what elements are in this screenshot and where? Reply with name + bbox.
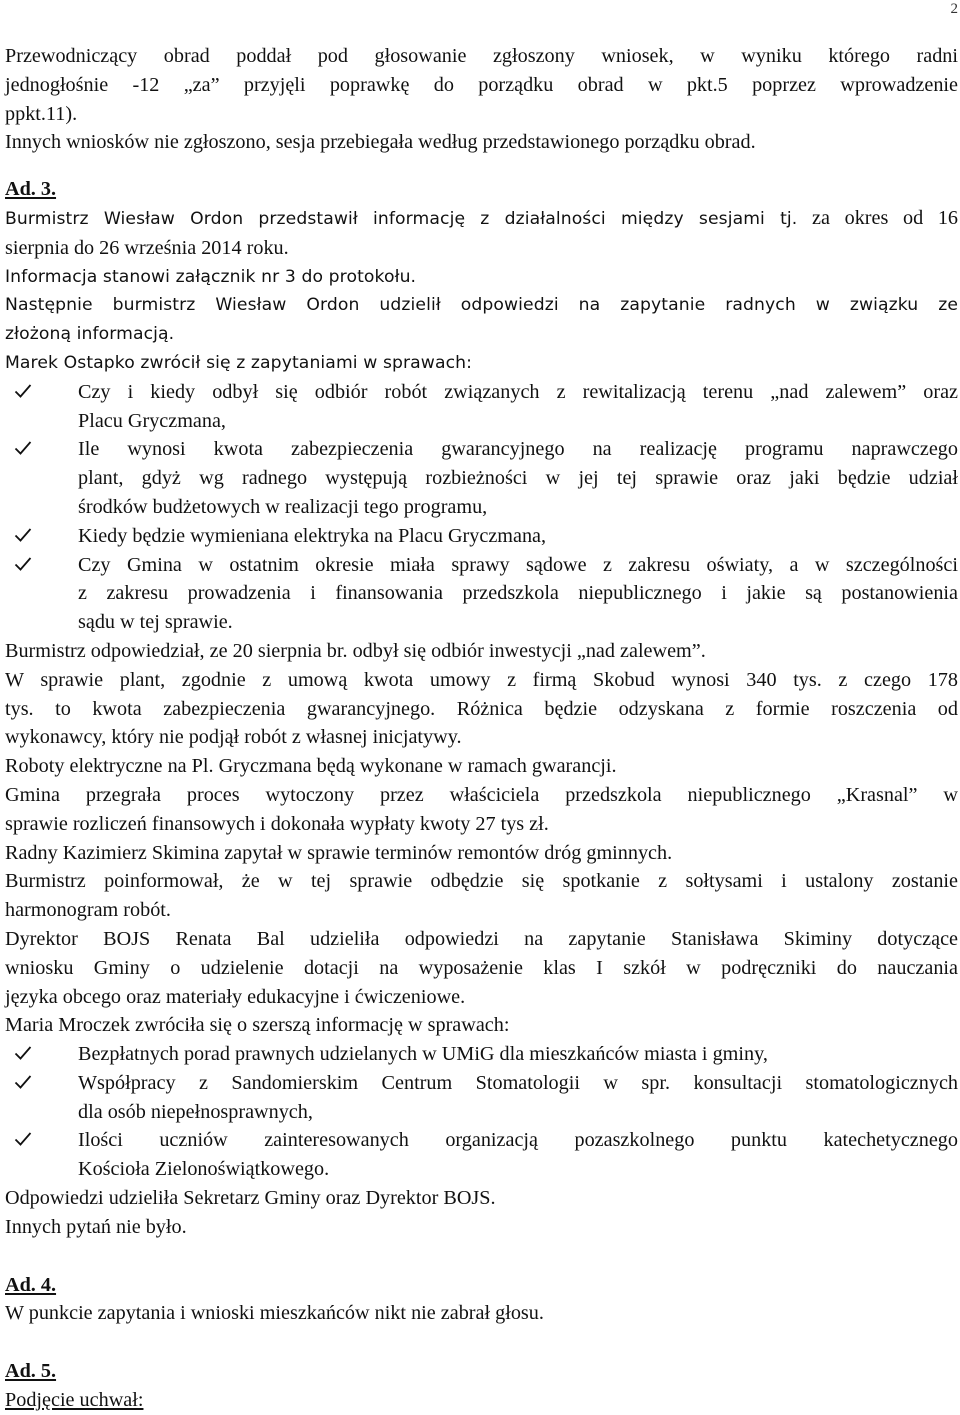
list-item-line: z zakresu prowadzenia i finansowania przedszkola niepublicznego i jakie są postanowienia <box>78 582 958 605</box>
report-intro-text: Burmistrz Wiesław Ordon przedstawił informację z działalności między sesjami tj. <box>5 208 798 229</box>
paragraph-no-motions: Innych wniosków nie zgłoszono, sesja przebiegała według przedstawionego porządku obrad. <box>5 131 756 154</box>
paragraph-meeting-line-2: harmonogram robót. <box>5 899 171 922</box>
checkmark-icon <box>14 378 32 404</box>
list-item <box>78 435 958 521</box>
list-item <box>78 522 958 551</box>
checkmark-icon <box>14 1126 32 1152</box>
page-number: 2 <box>950 1 958 17</box>
list-item <box>78 551 958 637</box>
paragraph-mroczek-intro: Maria Mroczek zwróciła się o szerszą informację w sprawach: <box>5 1014 510 1037</box>
section-heading-ad-5: Ad. 5. <box>5 1360 57 1383</box>
list-item-line: środków budżetowych w realizacji tego programu, <box>78 495 488 518</box>
mroczek-questions-list <box>5 1040 958 1184</box>
list-item-line: Współpracy z Sandomierskim Centrum Stomatologii w spr. konsultacji stomatologicznych <box>78 1071 958 1094</box>
paragraph-residents-questions: W punkcie zapytania i wnioski mieszkańców nikt nie zabrał głosu. <box>5 1302 544 1325</box>
document-body <box>5 42 958 1415</box>
paragraph-bojs-line-3: języka obcego oraz materiały edukacyjne i ćwiczeniowe. <box>5 985 466 1008</box>
paragraph-vote-line-3: ppkt.11). <box>5 102 78 125</box>
list-item-line: Czy i kiedy odbył się odbiór robót związanych z rewitalizacją terenu „nad zalewem” oraz <box>78 380 958 403</box>
paragraph-meeting-line-1: Burmistrz poinformował, że w tej sprawie odbędzie się spotkanie z sołtysami i ustalony zostanie <box>5 870 958 893</box>
list-item-line: dla osób niepełnosprawnych, <box>78 1100 313 1123</box>
paragraph-lawsuit-line-2: sprawie rozliczeń finansowych i dokonała wypłaty kwoty 27 tys zł. <box>5 812 549 835</box>
list-item <box>78 1069 958 1127</box>
section-heading-ad-4: Ad. 4. <box>5 1273 57 1296</box>
section-heading-ad-3: Ad. 3. <box>5 178 57 201</box>
list-item-line: Kiedy będzie wymieniana elektryka na Placu Gryczmana, <box>78 524 547 547</box>
paragraph-electrical-works: Roboty elektryczne na Pl. Gryczmana będą wykonane w ramach gwarancji. <box>5 755 617 778</box>
paragraph-bojs-line-1: Dyrektor BOJS Renata Bal udzieliła odpowiedzi na zapytanie Stanisława Skiminy dotyczące <box>5 927 958 950</box>
paragraph-vote-line-2: jednogłośnie -12 „za” przyjęli poprawkę do porządku obrad w pkt.5 poprzez wprowadzenie <box>5 73 958 96</box>
list-item <box>78 378 958 436</box>
paragraph-mayor-answer: Burmistrz odpowiedział, ze 20 sierpnia br. odbył się odbiór inwestycji „nad zalewem”. <box>5 639 706 662</box>
list-item-line: Ilości uczniów zainteresowanych organizacją pozaszkolnego punktu katechetycznego <box>78 1129 958 1152</box>
paragraph-plants-line-2: tys. to kwota zabezpieczenia gwarancyjnego. Różnica będzie odzyskana z formie roszczenia od <box>5 697 958 720</box>
report-period-text: za okres od 16 <box>812 206 959 229</box>
paragraph-plants-line-3: wykonawcy, który nie podjął robót z własnej inicjatywy. <box>5 726 462 749</box>
list-item-line: Kościoła Zielonoświątkowego. <box>78 1158 330 1181</box>
paragraph-mayor-report-line-1 <box>5 204 958 234</box>
list-item-line: plant, gdyż wg radnego występują rozbieżności w jej tej sprawie oraz jaki będzie udział <box>78 467 958 490</box>
paragraph-plants-line-1: W sprawie plant, zgodnie z umową kwota umowy z firmą Skobud wynosi 340 tys. z czego 178 <box>5 668 958 691</box>
list-item-line: Czy Gmina w ostatnim okresie miała sprawy sądowe z zakresu oświaty, a w szczególności <box>78 553 958 576</box>
paragraph-ostapko-intro: Marek Ostapko zwrócił się z zapytaniami w sprawach: <box>5 352 473 373</box>
paragraph-bojs-line-2: wniosku Gminy o udzielenie dotacji na wyposażenie klas I szkół w podręczniki do nauczania <box>5 956 958 979</box>
checkmark-icon <box>14 1069 32 1095</box>
paragraph-resolutions: Podjęcie uchwał: <box>5 1389 144 1412</box>
paragraph-attachment-note: Informacja stanowi załącznik nr 3 do protokołu. <box>5 266 417 287</box>
checkmark-icon <box>14 1040 32 1066</box>
paragraph-no-questions: Innych pytań nie było. <box>5 1215 187 1238</box>
list-item <box>78 1040 958 1069</box>
paragraph-answers-given: Odpowiedzi udzieliła Sekretarz Gminy oraz Dyrektor BOJS. <box>5 1187 496 1210</box>
paragraph-lawsuit-line-1: Gmina przegrała proces wytoczony przez właściciela przedszkola niepublicznego „Krasnal” w <box>5 783 958 806</box>
paragraph-skimina-question: Radny Kazimierz Skimina zapytał w sprawie terminów remontów dróg gminnych. <box>5 841 673 864</box>
list-item-line: Ile wynosi kwota zabezpieczenia gwarancyjnego na realizację programu naprawczego <box>78 438 958 461</box>
checkmark-icon <box>14 435 32 461</box>
list-item-line: Bezpłatnych porad prawnych udzielanych w UMiG dla mieszkańców miasta i gminy, <box>78 1043 768 1066</box>
checkmark-icon <box>14 551 32 577</box>
list-item-line: sądu w tej sprawie. <box>78 611 233 634</box>
list-item-line: Placu Gryczmana, <box>78 409 226 432</box>
checkmark-icon <box>14 522 32 548</box>
paragraph-vote-line-1: Przewodniczący obrad poddał pod głosowanie zgłoszony wniosek, w wyniku którego radni <box>5 45 958 67</box>
paragraph-answers-line-1: Następnie burmistrz Wiesław Ordon udzielił odpowiedzi na zapytanie radnych w związku ze <box>5 295 958 316</box>
list-item <box>78 1126 958 1184</box>
ostapko-questions-list <box>5 378 958 637</box>
paragraph-answers-line-2: złożoną informacją. <box>5 324 175 345</box>
paragraph-mayor-report-line-2: sierpnia do 26 września 2014 roku. <box>5 236 289 259</box>
